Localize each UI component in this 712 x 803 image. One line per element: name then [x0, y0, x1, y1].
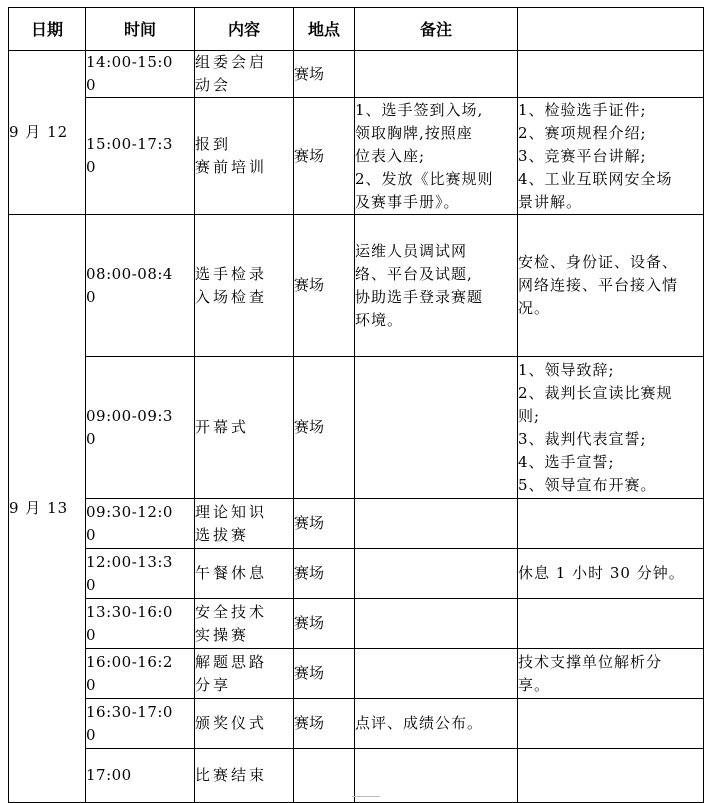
content-cell [195, 215, 294, 357]
cell-line: 3、裁判代表宣誓; [518, 429, 647, 448]
extra-cell [518, 499, 704, 549]
date-cell: 9 月 13 [9, 215, 86, 803]
place-cell: 赛场 [294, 98, 355, 215]
cell-line: 安检、身份证、设备、 [518, 253, 679, 271]
cell-line: 环境。 [355, 310, 404, 329]
note-cell [355, 499, 518, 549]
table-row [9, 749, 704, 803]
cell-line: 技术支撑单位解析分 [518, 652, 663, 671]
header-content: 内容 [195, 8, 294, 51]
cell-line: 选拔赛 [195, 525, 250, 544]
cell-line: 12:00-13:3 [86, 552, 173, 571]
content-cell [195, 357, 294, 499]
cell-line: 开幕式 [195, 418, 250, 436]
header-date: 日期 [9, 8, 86, 51]
cell-line: 0 [86, 725, 97, 744]
cell-line: 5、领导宣布开赛。 [518, 475, 657, 494]
cell-line: 2、赛项规程介绍; [518, 123, 647, 142]
note-cell [355, 599, 518, 649]
cell-line: 报到 [195, 135, 232, 153]
cell-line: 0 [86, 287, 97, 306]
cell-line: 位表入座; [355, 146, 426, 165]
content-cell [195, 51, 294, 98]
cell-line: 入场检查 [195, 287, 268, 306]
cell-line: 组委会启 [195, 53, 268, 71]
header-note: 备注 [355, 8, 518, 51]
table-row [9, 98, 704, 215]
content-cell [195, 599, 294, 649]
note-cell [355, 649, 518, 699]
cell-line: 15:00-17:3 [86, 135, 173, 153]
table-row [9, 357, 704, 499]
cell-line: 午餐休息 [195, 564, 268, 582]
cell-line: 4、选手宣誓; [518, 452, 615, 471]
cell-line: 休息 1 小时 30 分钟。 [518, 564, 685, 582]
cell-line: 0 [86, 76, 97, 94]
note-cell [355, 549, 518, 599]
cell-line: 比赛结束 [195, 766, 268, 784]
place-cell [294, 749, 355, 803]
date-cell: 9 月 12 [9, 51, 86, 215]
cell-line: 0 [86, 675, 97, 694]
cell-line: 享。 [518, 675, 551, 694]
cell-line: 0 [86, 525, 97, 544]
content-cell [195, 98, 294, 215]
extra-cell [518, 549, 704, 599]
cell-line: 动会 [195, 76, 232, 94]
place-cell: 赛场 [294, 649, 355, 699]
place-cell: 赛场 [294, 599, 355, 649]
cell-line: 领取胸牌,按照座 [355, 123, 473, 142]
cell-line: 景讲解。 [518, 192, 583, 211]
content-cell [195, 749, 294, 803]
table-row [9, 649, 704, 699]
cell-line: 4、工业互联网安全场 [518, 169, 673, 188]
time-cell [86, 51, 195, 98]
cell-line: 颁奖仪式 [195, 714, 268, 732]
cell-line: 点评、成绩公布。 [355, 714, 484, 732]
note-cell [355, 215, 518, 357]
cell-line: 2、裁判长宣读比赛规 [518, 383, 673, 402]
cell-line: 0 [86, 625, 97, 644]
cell-line: 3、竞赛平台讲解; [518, 146, 647, 165]
cell-line: 0 [86, 429, 97, 448]
content-cell [195, 499, 294, 549]
cell-line: 16:00-16:2 [86, 652, 173, 671]
note-cell [355, 749, 518, 803]
content-cell [195, 699, 294, 749]
table-row [9, 549, 704, 599]
cell-line: 选手检录 [195, 264, 268, 283]
extra-cell [518, 649, 704, 699]
footer-mark [352, 796, 380, 797]
time-cell [86, 98, 195, 215]
table-row [9, 699, 704, 749]
cell-line: 况。 [518, 299, 551, 317]
extra-cell [518, 699, 704, 749]
cell-line: 1、领导致辞; [518, 360, 615, 379]
cell-line: 2、发放《比赛规则 [355, 169, 494, 188]
cell-line: 分享 [195, 675, 232, 694]
cell-line: 则; [518, 406, 541, 425]
cell-line: 赛前培训 [195, 158, 268, 176]
header-place: 地点 [294, 8, 355, 51]
extra-cell [518, 51, 704, 98]
cell-line: 安全技术 [195, 602, 268, 621]
content-cell [195, 649, 294, 699]
extra-cell [518, 215, 704, 357]
time-cell [86, 215, 195, 357]
cell-line: 实操赛 [195, 625, 250, 644]
cell-line: 协助选手登录赛题 [355, 287, 484, 306]
header-row [9, 8, 704, 51]
extra-cell [518, 599, 704, 649]
cell-line: 理论知识 [195, 502, 268, 521]
cell-line: 运维人员调试网 [355, 241, 468, 260]
place-cell: 赛场 [294, 357, 355, 499]
place-cell: 赛场 [294, 699, 355, 749]
time-cell [86, 357, 195, 499]
cell-line: 1、选手签到入场, [355, 100, 484, 119]
table-row [9, 215, 704, 357]
time-cell [86, 499, 195, 549]
note-cell [355, 699, 518, 749]
cell-line: 17:00 [86, 766, 132, 784]
header-time: 时间 [86, 8, 195, 51]
table-row [9, 599, 704, 649]
cell-line: 14:00-15:0 [86, 53, 173, 71]
table-row [9, 499, 704, 549]
cell-line: 解题思路 [195, 652, 268, 671]
note-cell [355, 51, 518, 98]
time-cell [86, 699, 195, 749]
place-cell: 赛场 [294, 499, 355, 549]
cell-line: 及赛事手册》。 [355, 192, 460, 211]
schedule-table [8, 7, 704, 803]
cell-line: 09:00-09:3 [86, 406, 173, 425]
table-row [9, 51, 704, 98]
cell-line: 0 [86, 158, 97, 176]
place-cell: 赛场 [294, 215, 355, 357]
cell-line: 络、平台及试题, [355, 264, 473, 283]
time-cell [86, 549, 195, 599]
cell-line: 1、检验选手证件; [518, 100, 647, 119]
note-cell [355, 357, 518, 499]
content-cell [195, 549, 294, 599]
place-cell: 赛场 [294, 549, 355, 599]
place-cell: 赛场 [294, 51, 355, 98]
extra-cell [518, 357, 704, 499]
cell-line: 网络连接、平台接入情 [518, 276, 679, 294]
cell-line: 16:30-17:0 [86, 702, 173, 721]
cell-line: 09:30-12:0 [86, 502, 173, 521]
time-cell [86, 649, 195, 699]
cell-line: 13:30-16:0 [86, 602, 173, 621]
time-cell [86, 599, 195, 649]
time-cell [86, 749, 195, 803]
header-extra [518, 8, 704, 51]
cell-line: 08:00-08:4 [86, 264, 173, 283]
extra-cell [518, 98, 704, 215]
note-cell [355, 98, 518, 215]
cell-line: 0 [86, 575, 97, 594]
extra-cell [518, 749, 704, 803]
